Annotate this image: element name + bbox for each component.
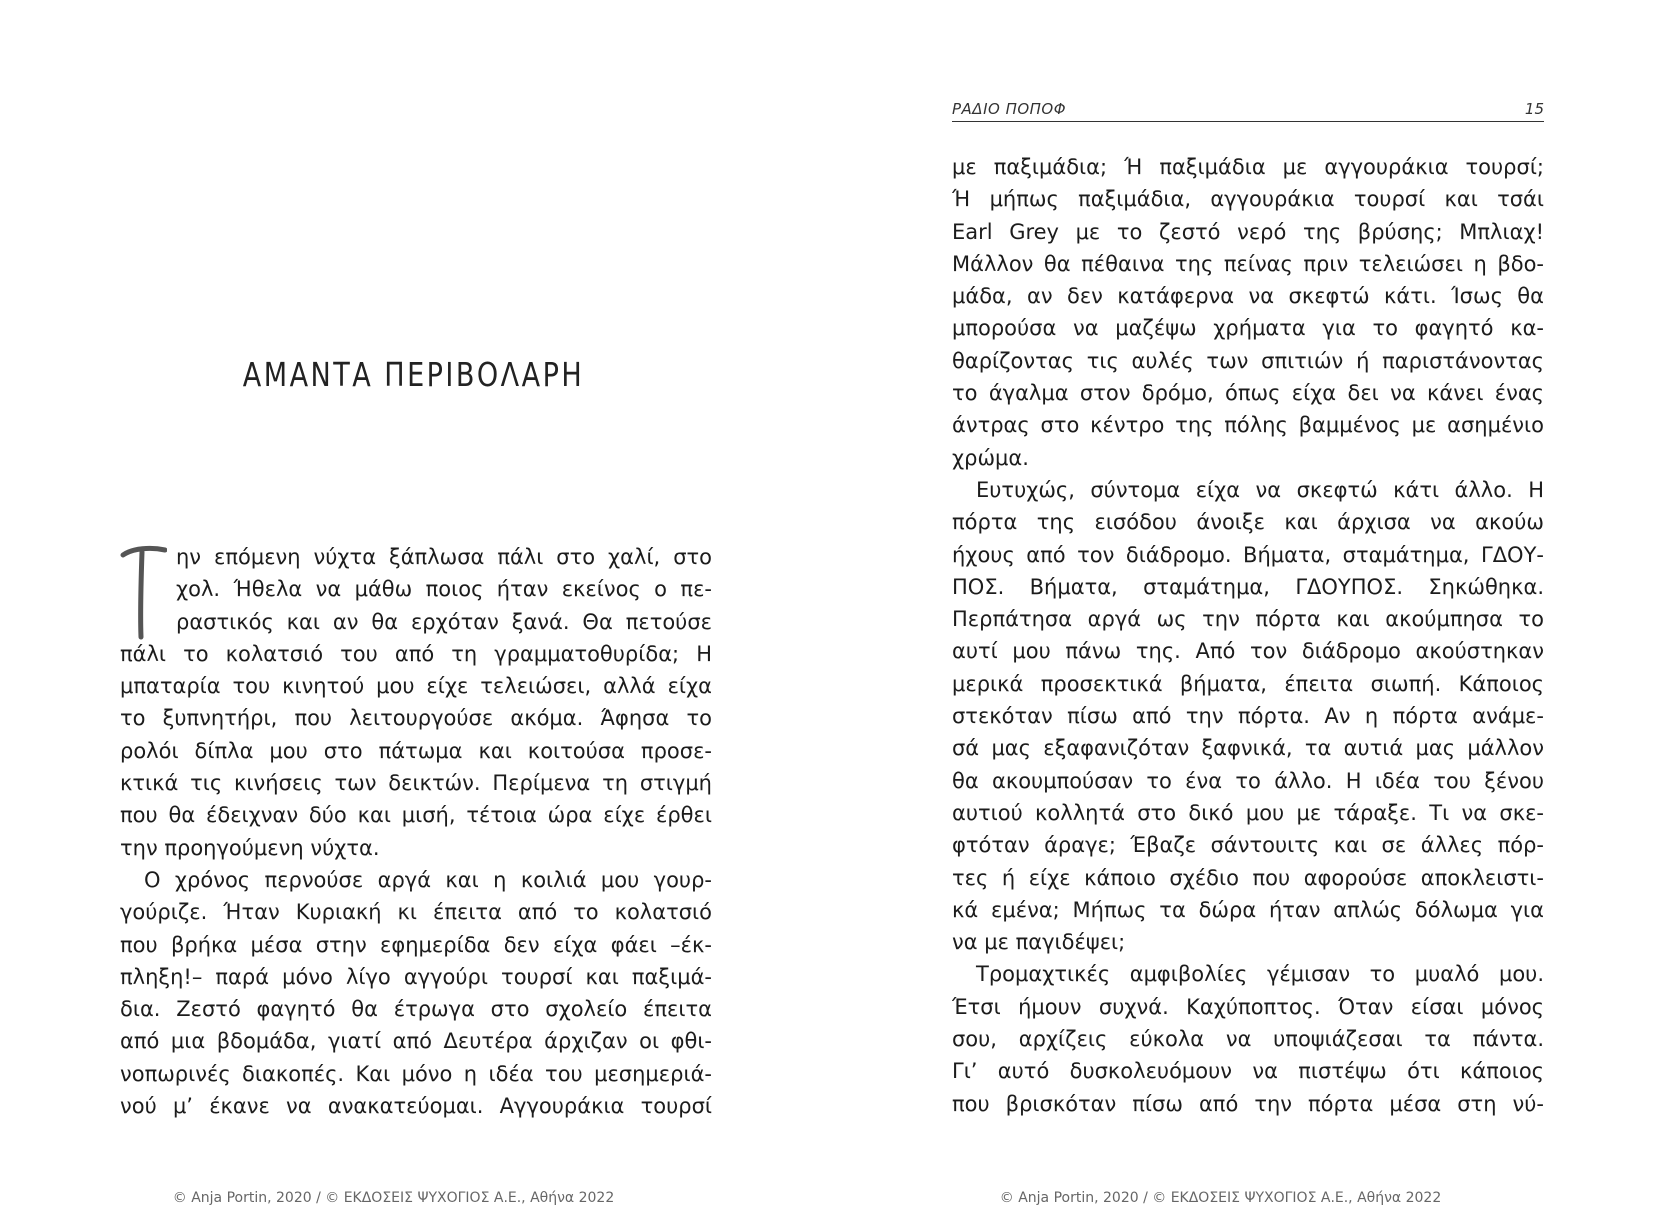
text-line: που βρήκα μέσα στην εφημερίδα δεν είχα φάει –έκ- xyxy=(120,932,712,957)
text-line: χρώμα. xyxy=(952,445,1029,470)
text-line: Ή μήπως παξιμάδια, αγγουράκια τουρσί και τσάι xyxy=(952,187,1544,212)
chapter-title: ΑΜΑΝΤΑ ΠΕΡΙΒΟΛΑΡΗ xyxy=(242,355,585,394)
text-line: το άγαλμα στον δρόμο, όπως είχα δει να κάνει ένας xyxy=(952,381,1544,406)
text-line: κτικά τις κινήσεις των δεικτών. Περίμενα τη στιγμή xyxy=(120,771,712,796)
text-line: χολ. Ήθελα να μάθω ποιος ήταν εκείνος ο πε- xyxy=(176,577,712,602)
left-body-text xyxy=(120,541,712,1122)
text-line: πάλι το κολατσιό του από τη γραμματοθυρίδα; Η xyxy=(120,641,712,666)
text-line: φτόταν άραγε; Έβαζε σάντουιτς και σε άλλες πόρ- xyxy=(952,833,1544,858)
text-line: Earl Grey με το ζεστό νερό της βρύσης; Μπλιαχ! xyxy=(952,219,1544,244)
text-line: σά μας εξαφανιζόταν ξαφνικά, τα αυτιά μας μάλλον xyxy=(952,736,1544,761)
running-head xyxy=(952,97,1544,122)
text-line: μερικά προσεκτικά βήματα, έπειτα σιωπή. Κάποιος xyxy=(952,671,1544,696)
text-line: ΠΟΣ. Βήματα, σταμάτημα, ΓΔΟΥΠΟΣ. Σηκώθηκα. xyxy=(952,574,1544,599)
page-number: 15 xyxy=(1524,100,1544,118)
text-line: γούριζε. Ήταν Κυριακή κι έπειτα από το κολατσιό xyxy=(120,900,712,925)
text-line: Ευτυχώς, σύντομα είχα να σκεφτώ κάτι άλλο. Η xyxy=(976,477,1544,502)
text-line: Έτσι ήμουν συχνά. Καχύποπτος. Όταν είσαι μόνος xyxy=(952,994,1544,1019)
text-line: με παξιμάδια; Ή παξιμάδια με αγγουράκια τουρσί; xyxy=(952,155,1544,179)
text-line: δια. Ζεστό φαγητό θα έτρωγα στο σχολείο έπειτα xyxy=(120,997,712,1022)
text-line: μπορούσα να μαζέψω χρήματα για το φαγητό κα- xyxy=(952,316,1544,341)
text-line: άντρας στο κέντρο της πόλης βαμμένος με ασημένιο xyxy=(952,413,1544,438)
text-line: ην επόμενη νύχτα ξάπλωσα πάλι στο χαλί, στο xyxy=(176,545,712,569)
text-line: το ξυπνητήρι, που λειτουργούσε ακόμα. Άφησα το xyxy=(120,706,712,731)
copyright-footer: © Anja Portin, 2020 / © ΕΚΔΟΣΕΙΣ ΨΥΧΟΓΙΟΣ Α.Ε., Αθήνα 2022 xyxy=(999,1190,1442,1206)
text-line: που θα έδειχναν δύο και μισή, τέτοια ώρα είχε έρθει xyxy=(120,803,712,828)
text-line: Μάλλον θα πέθαινα της πείνας πριν τελειώσει η βδο- xyxy=(952,251,1544,276)
text-line: ήχους από τον διάδρομο. Βήματα, σταμάτημα, ΓΔΟΥ- xyxy=(952,542,1544,567)
text-line: κά εμένα; Μήπως τα δώρα ήταν απλώς δόλωμα για xyxy=(952,897,1544,922)
text-line: στεκόταν πίσω από την πόρτα. Αν η πόρτα ανάμε- xyxy=(952,704,1544,729)
text-line: πληξη!– παρά μόνο λίγο αγγούρι τουρσί και παξιμά- xyxy=(120,964,712,989)
text-line: πόρτα της εισόδου άνοιξε και άρχισα να ακούω xyxy=(952,510,1544,535)
text-line: Ο χρόνος περνούσε αργά και η κοιλιά μου γουρ- xyxy=(144,867,712,892)
text-line: σου, αρχίζεις εύκολα να υποψιάζεσαι τα πάντα. xyxy=(952,1027,1544,1052)
text-line: που βρισκόταν πίσω από την πόρτα μέσα στη νύ- xyxy=(952,1091,1544,1116)
text-line: νοπωρινές διακοπές. Και μόνο η ιδέα του μεσημεριά- xyxy=(120,1061,712,1086)
text-line: την προηγούμενη νύχτα. xyxy=(120,835,380,860)
text-line: ρολόι δίπλα μου στο πάτωμα και κοιτούσα προσε- xyxy=(120,738,712,763)
running-head-title: ΡΑΔΙΟ ΠΟΠΟΦ xyxy=(952,100,1067,118)
text-line: Γι’ αυτό δυσκολευόμουν να πιστέψω ότι κάποιος xyxy=(952,1059,1544,1084)
text-line: Τρομαχτικές αμφιβολίες γέμισαν το μυαλό μου. xyxy=(976,962,1544,987)
text-line: θαρίζοντας τις αυλές των σπιτιών ή παριστάνοντας xyxy=(952,348,1544,373)
text-line: θα ακουμπούσαν το ένα το άλλο. Η ιδέα του ξένου xyxy=(952,768,1544,793)
text-line: νού μ’ έκανε να ανακατεύομαι. Αγγουράκια τουρσί xyxy=(120,1094,712,1119)
text-line: ραστικός και αν θα ερχόταν ξανά. Θα πετούσε xyxy=(176,609,712,634)
text-line: Περπάτησα αργά ως την πόρτα και ακούμπησα το xyxy=(952,607,1544,632)
right-page xyxy=(827,0,1654,1229)
text-line: να με παγιδέψει; xyxy=(952,930,1126,955)
text-line: αυτί μου πάνω της. Από τον διάδρομο ακούστηκαν xyxy=(952,639,1544,664)
copyright-footer: © Anja Portin, 2020 / © ΕΚΔΟΣΕΙΣ ΨΥΧΟΓΙΟΣ Α.Ε., Αθήνα 2022 xyxy=(172,1190,615,1206)
text-line: τες ή είχε κάποιο σχέδιο που αφορούσε αποκλειστι- xyxy=(952,865,1544,890)
text-line: από μια βδομάδα, γιατί από Δευτέρα άρχιζαν οι φθι- xyxy=(120,1029,712,1054)
text-line: μπαταρία του κινητού μου είχε τελειώσει, αλλά είχα xyxy=(120,674,712,699)
text-line: μάδα, αν δεν κατάφερνα να σκεφτώ κάτι. Ίσως θα xyxy=(952,284,1544,309)
right-body-text xyxy=(952,151,1544,1120)
text-line: αυτιού κολλητά στο δικό μου με τάραξε. Τι να σκε- xyxy=(952,800,1544,825)
